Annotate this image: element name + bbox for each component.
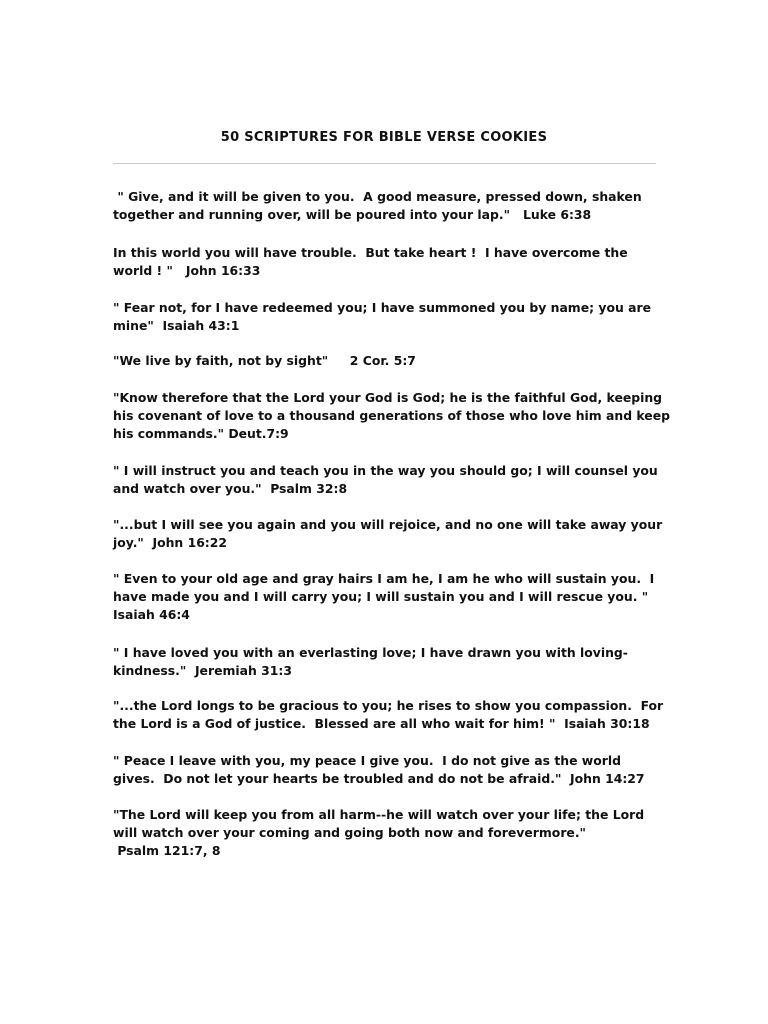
verse-line: " Fear not, for I have redeemed you; I have summoned you by name; you are bbox=[113, 300, 651, 315]
verse-block bbox=[113, 462, 658, 498]
verse-block bbox=[113, 752, 658, 788]
page-title: 50 SCRIPTURES FOR BIBLE VERSE COOKIES bbox=[220, 130, 548, 145]
verse-line: and watch over you." Psalm 32:8 bbox=[113, 481, 348, 496]
verse-line: together and running over, will be poured into your lap." Luke 6:38 bbox=[113, 207, 592, 222]
verse-line: kindness." Jeremiah 31:3 bbox=[113, 663, 292, 678]
verse-line: " I have loved you with an everlasting love; I have drawn you with loving- bbox=[113, 645, 628, 660]
verse-line: "...but I will see you again and you will rejoice, and no one will take away your bbox=[113, 517, 663, 532]
verse-line: " Even to your old age and gray hairs I am he, I am he who will sustain you. I bbox=[113, 571, 655, 586]
verse-block bbox=[113, 244, 658, 280]
verse-line: "...the Lord longs to be gracious to you; he rises to show you compassion. For bbox=[113, 698, 664, 713]
verse-block bbox=[113, 697, 664, 733]
verse-line: In this world you will have trouble. But take heart ! I have overcome the bbox=[113, 245, 628, 260]
verse-line: joy." John 16:22 bbox=[113, 535, 228, 550]
verse-line: "The Lord will keep you from all harm--he will watch over your life; the Lord bbox=[113, 807, 645, 822]
verse-line: " Peace I leave with you, my peace I give you. I do not give as the world bbox=[113, 753, 621, 768]
verse-line: " Give, and it will be given to you. A good measure, pressed down, shaken bbox=[113, 189, 642, 204]
title-divider bbox=[113, 163, 656, 164]
verse-block bbox=[113, 570, 658, 624]
verse-line: his covenant of love to a thousand generations of those who love him and keep bbox=[113, 408, 670, 423]
verse-block bbox=[113, 806, 658, 860]
verse-block bbox=[113, 389, 670, 443]
verse-line: his commands." Deut.7:9 bbox=[113, 426, 289, 441]
verse-line: Isaiah 46:4 bbox=[113, 607, 190, 622]
verse-line: the Lord is a God of justice. Blessed are all who wait for him! " Isaiah 30:18 bbox=[113, 716, 650, 731]
verse-line: "We live by faith, not by sight" 2 Cor. 5:7 bbox=[113, 353, 416, 368]
verse-line: gives. Do not let your hearts be troubled and do not be afraid." John 14:27 bbox=[113, 771, 645, 786]
verse-line: Psalm 121:7, 8 bbox=[113, 843, 221, 858]
verse-line: have made you and I will carry you; I will sustain you and I will rescue you. " bbox=[113, 589, 649, 604]
verse-line: world ! " John 16:33 bbox=[113, 263, 261, 278]
verse-block bbox=[113, 188, 658, 224]
verse-line: mine" Isaiah 43:1 bbox=[113, 318, 240, 333]
verse-line: "Know therefore that the Lord your God is God; he is the faithful God, keeping bbox=[113, 390, 663, 405]
verse-block bbox=[113, 352, 658, 370]
verse-line: will watch over your coming and going both now and forevermore." bbox=[113, 825, 586, 840]
verse-line: " I will instruct you and teach you in the way you should go; I will counsel you bbox=[113, 463, 658, 478]
verse-block bbox=[113, 516, 663, 552]
verse-block bbox=[113, 299, 658, 335]
verse-block bbox=[113, 644, 658, 680]
